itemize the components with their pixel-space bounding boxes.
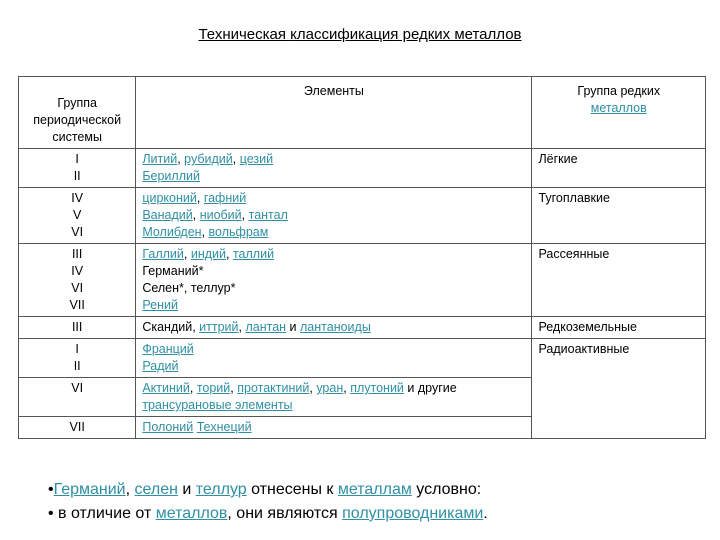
element-link[interactable]: индий [190, 247, 227, 261]
group-cell [19, 149, 136, 188]
group-cell [19, 317, 136, 339]
header-group-line: Группа [57, 96, 97, 110]
group-numeral: IV [71, 191, 84, 205]
table-row [19, 317, 706, 339]
group-numeral: III [71, 320, 83, 334]
element-link[interactable]: Рений [142, 298, 178, 312]
note-text: , они являются [227, 505, 343, 522]
note-text: • [48, 481, 54, 498]
element-link[interactable]: цирконий [142, 191, 197, 205]
element-text: , [201, 225, 209, 239]
table-body [19, 77, 706, 439]
element-text: , [189, 381, 197, 395]
element-text: , [192, 320, 200, 334]
element-text: , [192, 208, 200, 222]
group-numeral: VI [71, 281, 84, 295]
element-link[interactable]: Технеций [196, 420, 252, 434]
elements-cell [136, 417, 532, 439]
table-header-row [19, 77, 706, 149]
classification-table [18, 76, 706, 439]
element-line [142, 168, 525, 185]
elements-cell [136, 244, 532, 317]
note-text: условно: [411, 481, 482, 498]
element-text: , [232, 152, 240, 166]
element-link[interactable]: таллий [232, 247, 275, 261]
metal-group-cell [532, 188, 706, 244]
metal-group-cell [532, 317, 706, 339]
element-link[interactable]: плутоний [350, 381, 404, 395]
note-link[interactable]: Германий [53, 481, 126, 498]
element-text: , [241, 208, 249, 222]
element-line [142, 190, 525, 207]
table-row [19, 149, 706, 188]
metal-group-label: Лёгкие [538, 152, 578, 166]
element-link[interactable]: уран [316, 381, 344, 395]
group-cell [19, 244, 136, 317]
element-link[interactable]: вольфрам [208, 225, 269, 239]
element-line [142, 319, 525, 336]
table-row [19, 188, 706, 244]
element-text: Скандий [142, 320, 193, 334]
element-link[interactable]: рубидий [184, 152, 233, 166]
header-group-line: периодической [33, 113, 122, 127]
element-line [142, 263, 525, 280]
element-line [142, 246, 525, 263]
note-link[interactable]: полупроводниками [342, 505, 484, 522]
element-line [142, 297, 525, 314]
element-link[interactable]: иттрий [199, 320, 239, 334]
element-text: , [226, 247, 233, 261]
group-cell [19, 339, 136, 378]
header-elements [136, 77, 532, 149]
element-link[interactable]: Полоний [142, 420, 194, 434]
header-group-line: системы [52, 130, 102, 144]
element-link[interactable]: Молибден [142, 225, 202, 239]
element-link[interactable]: цезий [239, 152, 274, 166]
element-text: , [183, 247, 191, 261]
element-link[interactable]: Актиний [142, 381, 190, 395]
metal-group-label: Радиоактивные [538, 342, 630, 356]
note-text: • в отличие от [48, 505, 156, 522]
element-line [142, 419, 525, 436]
page-title [0, 26, 720, 43]
element-text: , [177, 152, 185, 166]
header-group [19, 77, 136, 149]
footnote-line [48, 502, 488, 526]
elements-cell [136, 188, 532, 244]
group-numeral: II [73, 169, 81, 183]
element-line [142, 380, 525, 397]
table-row [19, 339, 706, 378]
element-link[interactable]: лантаноиды [300, 320, 371, 334]
element-text: Селен*, теллур* [142, 281, 236, 295]
element-link[interactable]: Радий [142, 359, 179, 373]
element-text: , [238, 320, 246, 334]
element-link[interactable]: трансурановые элементы [142, 398, 293, 412]
group-numeral: VI [71, 381, 84, 395]
element-link[interactable]: гафний [203, 191, 247, 205]
element-text: и другие [403, 381, 457, 395]
note-link[interactable]: металлам [337, 481, 412, 498]
note-text: , [125, 481, 135, 498]
element-link[interactable]: Ванадий [142, 208, 193, 222]
title-part-3: редких металлов [398, 26, 522, 43]
note-text: . [483, 505, 488, 522]
group-numeral: VII [69, 298, 85, 312]
title-link-classification[interactable]: классификация [290, 26, 399, 43]
group-numeral: VI [71, 225, 84, 239]
group-cell [19, 188, 136, 244]
metal-group-label: Редкоземельные [538, 320, 637, 334]
group-numeral: III [71, 247, 83, 261]
element-link[interactable]: Литий [142, 152, 178, 166]
elements-cell [136, 378, 532, 417]
element-line [142, 207, 525, 224]
group-numeral: IV [71, 264, 84, 278]
group-numeral: VII [69, 420, 85, 434]
element-text: Германий* [142, 264, 204, 278]
element-text: и [286, 320, 301, 334]
element-link[interactable]: Франций [142, 342, 194, 356]
element-text: , [309, 381, 317, 395]
header-kind-link-metals[interactable]: металлов [590, 101, 647, 115]
metal-group-label: Тугоплавкие [538, 191, 610, 205]
header-kind-line1: Группа редких [577, 84, 661, 98]
group-cell [19, 417, 136, 439]
element-line [142, 224, 525, 241]
metal-group-label: Рассеянные [538, 247, 610, 261]
element-link[interactable]: тантал [248, 208, 288, 222]
note-text: и [177, 481, 196, 498]
note-text: отнесены к [246, 481, 338, 498]
elements-cell [136, 317, 532, 339]
element-text: , [196, 191, 204, 205]
note-link[interactable]: селен [134, 481, 178, 498]
element-link[interactable]: Галлий [142, 247, 184, 261]
group-numeral: II [73, 359, 81, 373]
group-numeral: I [75, 152, 79, 166]
group-numeral: V [72, 208, 82, 222]
element-link[interactable]: протактиний [237, 381, 310, 395]
element-line [142, 397, 525, 414]
footnote-line [48, 478, 488, 502]
group-cell [19, 378, 136, 417]
element-line [142, 151, 525, 168]
header-elements-label: Элементы [303, 84, 364, 98]
element-line [142, 358, 525, 375]
elements-cell [136, 339, 532, 378]
note-link[interactable]: металлов [155, 505, 228, 522]
element-line [142, 280, 525, 297]
element-line [142, 341, 525, 358]
group-numeral: I [75, 342, 79, 356]
element-link[interactable]: торий [196, 381, 231, 395]
note-link[interactable]: теллур [195, 481, 247, 498]
metal-group-cell [532, 149, 706, 188]
footnotes [48, 478, 488, 526]
element-link[interactable]: лантан [245, 320, 287, 334]
elements-cell [136, 149, 532, 188]
title-part-1: Техническая [198, 26, 291, 43]
metal-group-cell [532, 244, 706, 317]
element-link[interactable]: Бериллий [142, 169, 200, 183]
element-link[interactable]: ниобий [199, 208, 242, 222]
element-text: , [343, 381, 351, 395]
header-kind [532, 77, 706, 149]
metal-group-cell [532, 339, 706, 439]
element-text: , [230, 381, 238, 395]
table-row [19, 244, 706, 317]
